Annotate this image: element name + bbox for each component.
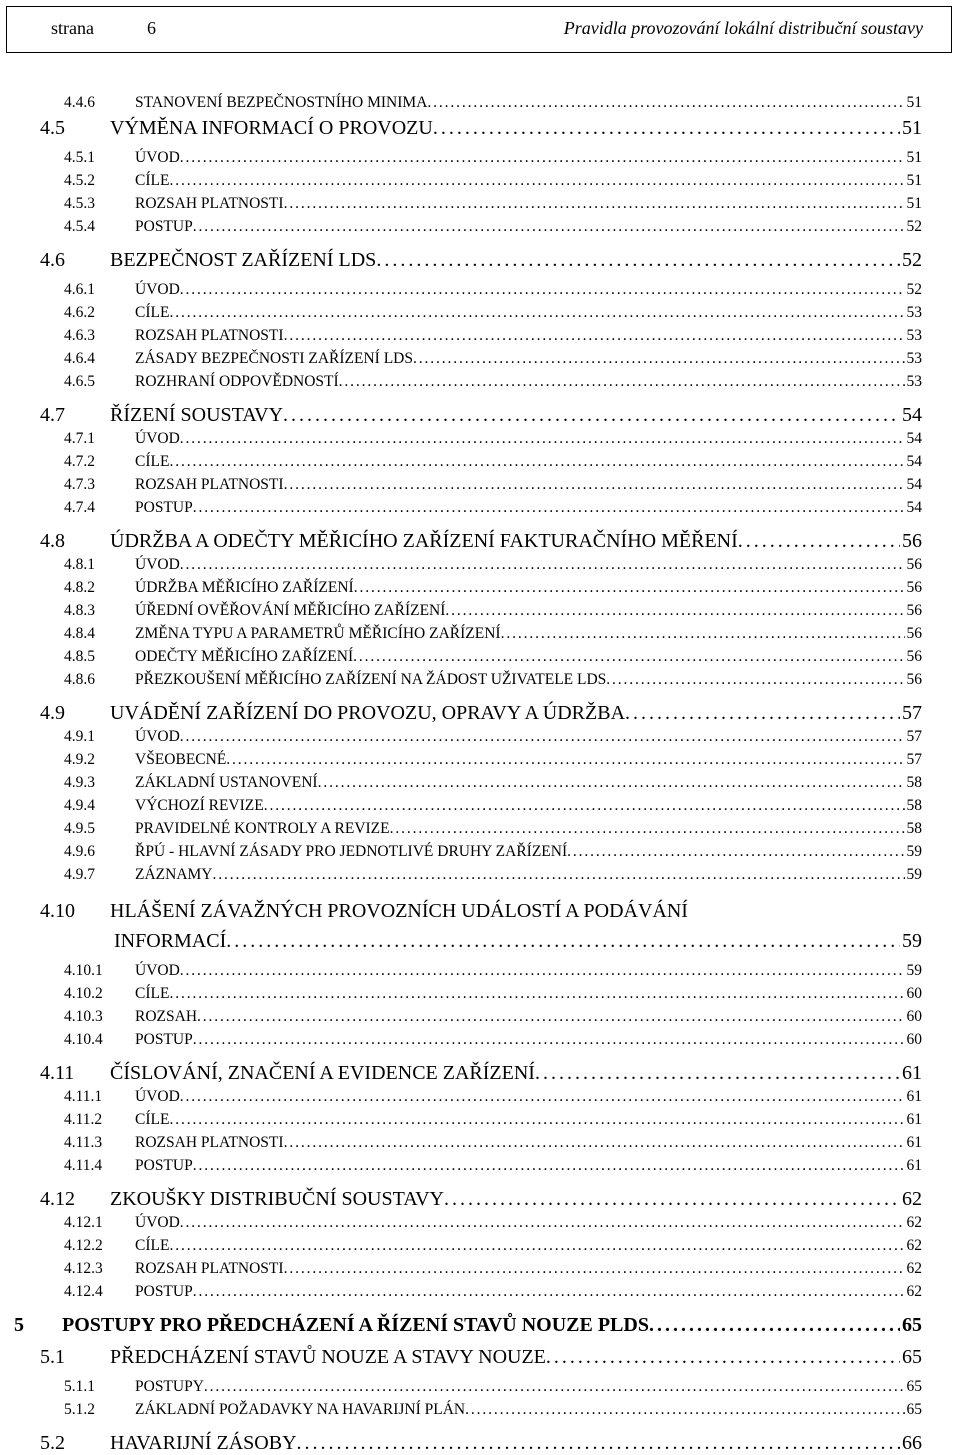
toc-entry-number: 5.2 [40, 1432, 65, 1454]
toc-leader-dots [180, 281, 905, 299]
toc-entry-title: POSTUP [135, 1031, 193, 1048]
toc-entry[interactable] [64, 218, 922, 236]
header-page-number: 6 [147, 18, 156, 38]
toc-entry-title: ÚVOD [135, 728, 180, 745]
toc-entry[interactable] [40, 404, 922, 427]
toc-entry-page: 59 [906, 962, 922, 979]
toc-leader-dots [169, 172, 904, 190]
toc-leader-dots [213, 866, 905, 884]
toc-entry[interactable] [64, 843, 922, 861]
toc-leader-dots [445, 602, 904, 620]
toc-leader-dots [738, 530, 900, 553]
toc-leader-dots [318, 774, 905, 792]
toc-entry-number: 4.9.2 [64, 751, 95, 768]
toc-entry-number: 4.5.4 [64, 218, 95, 235]
toc-entry-title: ÚVOD [135, 149, 180, 166]
toc-entry[interactable] [64, 774, 922, 792]
toc-entry-page: 60 [906, 1008, 922, 1025]
toc-entry[interactable] [64, 499, 922, 517]
toc-leader-dots [180, 556, 905, 574]
toc-leader-dots [180, 430, 905, 448]
toc-leader-dots [169, 304, 904, 322]
toc-entry[interactable] [64, 94, 922, 112]
toc-entry-page: 52 [906, 218, 922, 235]
toc-entry-title: VÝCHOZÍ REVIZE [135, 797, 264, 814]
toc-entry[interactable] [64, 1031, 922, 1049]
toc-entry-page: 54 [906, 476, 922, 493]
toc-entry-title: CÍLE [135, 985, 170, 1002]
toc-entry-title: ZÁKLADNÍ POŽADAVKY NA HAVARIJNÍ PLÁN [135, 1401, 466, 1418]
toc-entry-page: 56 [906, 648, 922, 665]
toc-entry-title: PŘEDCHÁZENÍ STAVŮ NOUZE A STAVY NOUZE [110, 1346, 546, 1368]
toc-entry[interactable] [64, 728, 922, 746]
toc-entry-title: ÚVOD [135, 962, 180, 979]
toc-entry-title: PRAVIDELNÉ KONTROLY A REVIZE [135, 820, 390, 837]
toc-leader-dots [193, 1283, 905, 1301]
toc-entry-number: 4.9.3 [64, 774, 95, 791]
toc-entry[interactable] [64, 195, 922, 213]
toc-entry[interactable] [64, 430, 922, 448]
toc-leader-dots [535, 1062, 900, 1085]
toc-entry[interactable] [64, 327, 922, 345]
toc-entry-number: 4.11.3 [64, 1134, 103, 1151]
toc-entry-number: 4.9.4 [64, 797, 95, 814]
toc-entry-page: 56 [906, 579, 922, 596]
toc-entry-page: 60 [906, 1031, 922, 1048]
toc-entry-title: ZMĚNA TYPU A PARAMETRŮ MĚŘICÍHO ZAŘÍZENÍ [135, 625, 501, 642]
toc-entry-title: ROZSAH PLATNOSTI [135, 476, 284, 493]
toc-entry-page: 58 [906, 774, 922, 791]
toc-entry-page: 59 [906, 866, 922, 883]
toc-entry-number: 4.10.2 [64, 985, 103, 1002]
toc-leader-dots [413, 350, 905, 368]
toc-entry-number: 4.10.4 [64, 1031, 103, 1048]
toc-leader-dots [284, 1260, 905, 1278]
toc-entry-title: ROZHRANÍ ODPOVĚDNOSTÍ [135, 373, 339, 390]
toc-entry-page: 53 [906, 327, 922, 344]
page-header [6, 6, 952, 53]
toc-entry-page: 59 [902, 930, 922, 952]
toc-entry-number: 4.6.1 [64, 281, 95, 298]
toc-entry-number: 4.11.4 [64, 1157, 103, 1174]
toc-entry-number: 4.10.1 [64, 962, 103, 979]
toc-leader-dots [625, 702, 900, 725]
toc-leader-dots [169, 1237, 904, 1255]
toc-entry[interactable] [64, 1237, 922, 1255]
toc-entry-number: 4.8 [40, 530, 65, 552]
toc-entry-number: 4.6 [40, 249, 65, 271]
toc-entry[interactable] [64, 648, 922, 666]
toc-entry[interactable] [40, 117, 922, 140]
toc-entry[interactable] [64, 1401, 922, 1419]
toc-entry-number: 4.12.4 [64, 1283, 103, 1300]
toc-entry[interactable] [64, 625, 922, 643]
toc-leader-dots [264, 797, 905, 815]
toc-leader-dots [546, 1346, 900, 1369]
toc-leader-dots [444, 1188, 900, 1211]
toc-entry-page: 60 [906, 985, 922, 1002]
toc-leader-dots [297, 1432, 900, 1455]
toc-leader-dots [284, 1134, 905, 1152]
toc-entry[interactable] [64, 1283, 922, 1301]
toc-entry[interactable] [64, 1134, 922, 1152]
toc-entry-title: ČÍSLOVÁNÍ, ZNAČENÍ A EVIDENCE ZAŘÍZENÍ [110, 1062, 535, 1084]
toc-entry-title: POSTUPY [135, 1378, 204, 1395]
toc-entry-page: 57 [902, 702, 922, 724]
toc-entry-page: 62 [902, 1188, 922, 1210]
toc-leader-dots [283, 404, 900, 427]
toc-leader-dots [649, 1314, 900, 1337]
toc-entry-title: CÍLE [135, 1111, 170, 1128]
toc-entry-page: 62 [906, 1237, 922, 1254]
toc-entry[interactable] [40, 702, 922, 725]
toc-entry-page: 57 [906, 751, 922, 768]
toc-entry[interactable] [64, 751, 922, 769]
toc-leader-dots [193, 499, 905, 517]
toc-entry-page: 66 [902, 1432, 922, 1454]
toc-leader-dots [169, 985, 904, 1003]
toc-entry-page: 56 [906, 671, 922, 688]
toc-entry-page: 57 [906, 728, 922, 745]
toc-entry-number: 4.9.6 [64, 843, 95, 860]
toc-entry-title: ŘPÚ - HLAVNÍ ZÁSADY PRO JEDNOTLIVÉ DRUHY ZAŘÍZENÍ [135, 843, 568, 860]
toc-entry-page: 53 [906, 373, 922, 390]
toc-entry-title: ÚDRŽBA MĚŘICÍHO ZAŘÍZENÍ [135, 579, 354, 596]
toc-leader-dots [193, 218, 905, 236]
toc-entry-page: 52 [906, 281, 922, 298]
toc-entry-title: UVÁDĚNÍ ZAŘÍZENÍ DO PROVOZU, OPRAVY A ÚDRŽBA [110, 702, 626, 724]
toc-entry[interactable] [64, 1378, 922, 1396]
toc-leader-dots [226, 751, 904, 769]
toc-entry-page: 53 [906, 304, 922, 321]
toc-entry-page: 61 [906, 1157, 922, 1174]
toc-entry-title: CÍLE [135, 172, 170, 189]
toc-entry[interactable] [40, 249, 922, 272]
toc-leader-dots [433, 117, 900, 140]
toc-entry-title: ROZSAH PLATNOSTI [135, 195, 284, 212]
toc-entry-page: 51 [902, 117, 922, 139]
toc-entry-continuation [114, 930, 922, 953]
toc-entry-number: 4.6.5 [64, 373, 95, 390]
toc-leader-dots [197, 1008, 904, 1026]
toc-entry-number: 4.12.2 [64, 1237, 103, 1254]
toc-entry-number: 4.11.1 [64, 1088, 103, 1105]
toc-entry[interactable] [64, 281, 922, 299]
toc-leader-dots [353, 648, 904, 666]
toc-entry-title: ZÁSADY BEZPEČNOSTI ZAŘÍZENÍ LDS [135, 350, 413, 367]
toc-leader-dots [180, 1088, 905, 1106]
toc-leader-dots [169, 453, 904, 471]
toc-entry-number: 4.11.2 [64, 1111, 103, 1128]
toc-entry-page: 56 [906, 602, 922, 619]
toc-entry-title: ROZSAH PLATNOSTI [135, 327, 284, 344]
toc-entry-number: 4.12.3 [64, 1260, 103, 1277]
toc-entry-page: 61 [906, 1088, 922, 1105]
toc-entry[interactable] [64, 602, 922, 620]
toc-entry-title: ÚVOD [135, 1088, 180, 1105]
toc-entry-title: ÚŘEDNÍ OVĚŘOVÁNÍ MĚŘICÍHO ZAŘÍZENÍ [135, 602, 446, 619]
toc-leader-dots [567, 843, 904, 861]
toc-entry-page: 54 [906, 499, 922, 516]
toc-entry-page: 51 [906, 195, 922, 212]
toc-entry[interactable] [64, 1157, 922, 1175]
toc-entry[interactable] [64, 671, 922, 689]
toc-entry-page: 59 [906, 843, 922, 860]
toc-entry-title: ÚVOD [135, 1214, 180, 1231]
toc-entry-title: ŘÍZENÍ SOUSTAVY [110, 404, 284, 426]
toc-entry-number: 4.12 [40, 1188, 75, 1210]
toc-entry-title: VŠEOBECNÉ [135, 751, 227, 768]
toc-entry-number: 4.9 [40, 702, 65, 724]
toc-entry[interactable] [64, 820, 922, 838]
toc-entry-number: 5.1.1 [64, 1378, 95, 1395]
header-document-title: Pravidla provozování lokální distribuční soustavy [563, 18, 923, 38]
toc-entry[interactable] [40, 530, 922, 553]
toc-entry[interactable] [64, 304, 922, 322]
toc-entry-number: 4.10 [40, 900, 75, 922]
toc-entry-title: POSTUP [135, 1283, 193, 1300]
toc-entry-number: 4.8.3 [64, 602, 95, 619]
toc-entry-title: CÍLE [135, 1237, 170, 1254]
toc-entry[interactable] [64, 373, 922, 391]
toc-entry-title: STANOVENÍ BEZPEČNOSTNÍHO MINIMA [135, 94, 428, 111]
toc-entry-page: 52 [902, 249, 922, 271]
toc-entry[interactable] [64, 1111, 922, 1129]
toc-entry-title: ROZSAH [135, 1008, 198, 1025]
toc-leader-dots [169, 1111, 904, 1129]
toc-entry[interactable] [64, 556, 922, 574]
toc-entry-title: ZÁKLADNÍ USTANOVENÍ [135, 774, 318, 791]
toc-entry-page: 51 [906, 94, 922, 111]
toc-entry-number: 5 [14, 1314, 24, 1336]
toc-entry[interactable] [64, 985, 922, 1003]
toc-entry-page: 62 [906, 1260, 922, 1277]
header-page-label: strana [51, 18, 94, 38]
toc-entry-number: 4.8.4 [64, 625, 95, 642]
toc-leader-dots [376, 249, 900, 272]
toc-entry-title: POSTUPY PRO PŘEDCHÁZENÍ A ŘÍZENÍ STAVŮ NOUZE PLDS [62, 1314, 649, 1336]
toc-entry-title: ZKOUŠKY DISTRIBUČNÍ SOUSTAVY [110, 1188, 444, 1210]
toc-entry-number: 4.9.1 [64, 728, 95, 745]
toc-entry[interactable] [64, 172, 922, 190]
toc-leader-dots [339, 373, 905, 391]
toc-entry[interactable] [64, 453, 922, 471]
toc-entry-number: 4.5.3 [64, 195, 95, 212]
toc-entry-title: CÍLE [135, 453, 170, 470]
toc-entry[interactable] [64, 149, 922, 167]
toc-entry-page: 51 [906, 149, 922, 166]
toc-entry-page: 58 [906, 797, 922, 814]
toc-leader-dots [606, 671, 904, 689]
toc-entry[interactable] [40, 900, 922, 923]
toc-leader-dots [427, 94, 904, 112]
toc-entry-number: 4.6.2 [64, 304, 95, 321]
toc-entry-page: 61 [906, 1111, 922, 1128]
toc-leader-dots [465, 1401, 904, 1419]
toc-entry-title: PŘEZKOUŠENÍ MĚŘICÍHO ZAŘÍZENÍ NA ŽÁDOST UŽIVATELE LDS [135, 671, 607, 688]
toc-leader-dots [193, 1031, 905, 1049]
toc-entry-number: 4.11 [40, 1062, 75, 1084]
toc-leader-dots [204, 1378, 905, 1396]
toc-entry-number: 4.8.2 [64, 579, 95, 596]
toc-entry[interactable] [40, 1346, 922, 1369]
toc-entry-number: 4.8.1 [64, 556, 95, 573]
toc-entry[interactable] [40, 1188, 922, 1211]
toc-leader-dots [390, 820, 905, 838]
toc-entry-number: 4.7.4 [64, 499, 95, 516]
toc-entry-number: 4.6.4 [64, 350, 95, 367]
toc-entry-title: POSTUP [135, 218, 193, 235]
toc-leader-dots [354, 579, 905, 597]
toc-entry[interactable] [64, 476, 922, 494]
toc-entry[interactable] [64, 962, 922, 980]
toc-leader-dots [226, 930, 900, 953]
toc-entry-title: BEZPEČNOST ZAŘÍZENÍ LDS [110, 249, 377, 271]
toc-entry-number: 5.1 [40, 1346, 65, 1368]
toc-entry-page: 56 [906, 556, 922, 573]
toc-entry[interactable] [14, 1314, 922, 1337]
toc-entry-page: 61 [906, 1134, 922, 1151]
toc-leader-dots [284, 327, 905, 345]
toc-entry-title: ROZSAH PLATNOSTI [135, 1260, 284, 1277]
toc-entry-number: 4.7.2 [64, 453, 95, 470]
toc-entry-title: POSTUP [135, 499, 193, 516]
toc-entry-title: HAVARIJNÍ ZÁSOBY [110, 1432, 297, 1454]
toc-entry[interactable] [40, 1432, 922, 1455]
toc-leader-dots [193, 1157, 905, 1175]
toc-entry-title: HLÁŠENÍ ZÁVAŽNÝCH PROVOZNÍCH UDÁLOSTÍ A PODÁVÁNÍ [110, 900, 688, 922]
toc-entry-number: 4.5.2 [64, 172, 95, 189]
toc-leader-dots [180, 149, 905, 167]
toc-entry-page: 65 [906, 1401, 922, 1418]
toc-entry-number: 4.9.7 [64, 866, 95, 883]
toc-entry-title: ZÁZNAMY [135, 866, 213, 883]
toc-entry[interactable] [64, 1214, 922, 1232]
toc-entry-number: 4.4.6 [64, 94, 95, 111]
toc-entry-title: ROZSAH PLATNOSTI [135, 1134, 284, 1151]
toc-entry-number: 4.5 [40, 117, 65, 139]
toc-leader-dots [180, 728, 905, 746]
toc-leader-dots [501, 625, 905, 643]
toc-entry-page: 51 [906, 172, 922, 189]
toc-leader-dots [284, 476, 905, 494]
toc-entry-page: 53 [906, 350, 922, 367]
toc-entry-number: 4.10.3 [64, 1008, 103, 1025]
toc-entry-page: 65 [906, 1378, 922, 1395]
toc-entry-title: CÍLE [135, 304, 170, 321]
toc-entry-title: VÝMĚNA INFORMACÍ O PROVOZU [110, 117, 433, 139]
toc-entry[interactable] [40, 1062, 922, 1085]
toc-entry-page: 58 [906, 820, 922, 837]
toc-entry-page: 54 [902, 404, 922, 426]
toc-entry-number: 4.8.5 [64, 648, 95, 665]
toc-entry-page: 56 [906, 625, 922, 642]
toc-entry-page: 56 [902, 530, 922, 552]
toc-entry-number: 4.5.1 [64, 149, 95, 166]
toc-entry-number: 4.8.6 [64, 671, 95, 688]
toc-entry-number: 4.7 [40, 404, 65, 426]
toc-leader-dots [180, 962, 905, 980]
toc-entry-title: ÚVOD [135, 281, 180, 298]
toc-entry-number: 5.1.2 [64, 1401, 95, 1418]
toc-entry-page: 65 [902, 1314, 922, 1336]
toc-entry-page: 61 [902, 1062, 922, 1084]
toc-entry-page: 62 [906, 1283, 922, 1300]
toc-entry-title: POSTUP [135, 1157, 193, 1174]
toc-entry-page: 54 [906, 453, 922, 470]
toc-entry-number: 4.9.5 [64, 820, 95, 837]
toc-entry-number: 4.6.3 [64, 327, 95, 344]
toc-entry-title: ÚVOD [135, 556, 180, 573]
toc-entry[interactable] [64, 1260, 922, 1278]
toc-entry[interactable] [64, 1008, 922, 1026]
toc-entry-number: 4.7.1 [64, 430, 95, 447]
toc-entry-number: 4.12.1 [64, 1214, 103, 1231]
toc-entry-title: ÚVOD [135, 430, 180, 447]
toc-leader-dots [284, 195, 905, 213]
toc-leader-dots [180, 1214, 905, 1232]
toc-entry[interactable] [64, 350, 922, 368]
toc-entry-number: 4.7.3 [64, 476, 95, 493]
toc-entry-page: 62 [906, 1214, 922, 1231]
toc-entry[interactable] [64, 1088, 922, 1106]
toc-entry[interactable] [64, 579, 922, 597]
toc-entry-title: ODEČTY MĚŘICÍHO ZAŘÍZENÍ [135, 648, 354, 665]
toc-entry[interactable] [64, 866, 922, 884]
toc-entry-title: ÚDRŽBA A ODEČTY MĚŘICÍHO ZAŘÍZENÍ FAKTURAČNÍHO MĚŘENÍ [110, 530, 738, 552]
toc-entry-title-continuation: INFORMACÍ [114, 930, 227, 952]
toc-entry-page: 54 [906, 430, 922, 447]
toc-entry[interactable] [64, 797, 922, 815]
toc-entry-page: 65 [902, 1346, 922, 1368]
